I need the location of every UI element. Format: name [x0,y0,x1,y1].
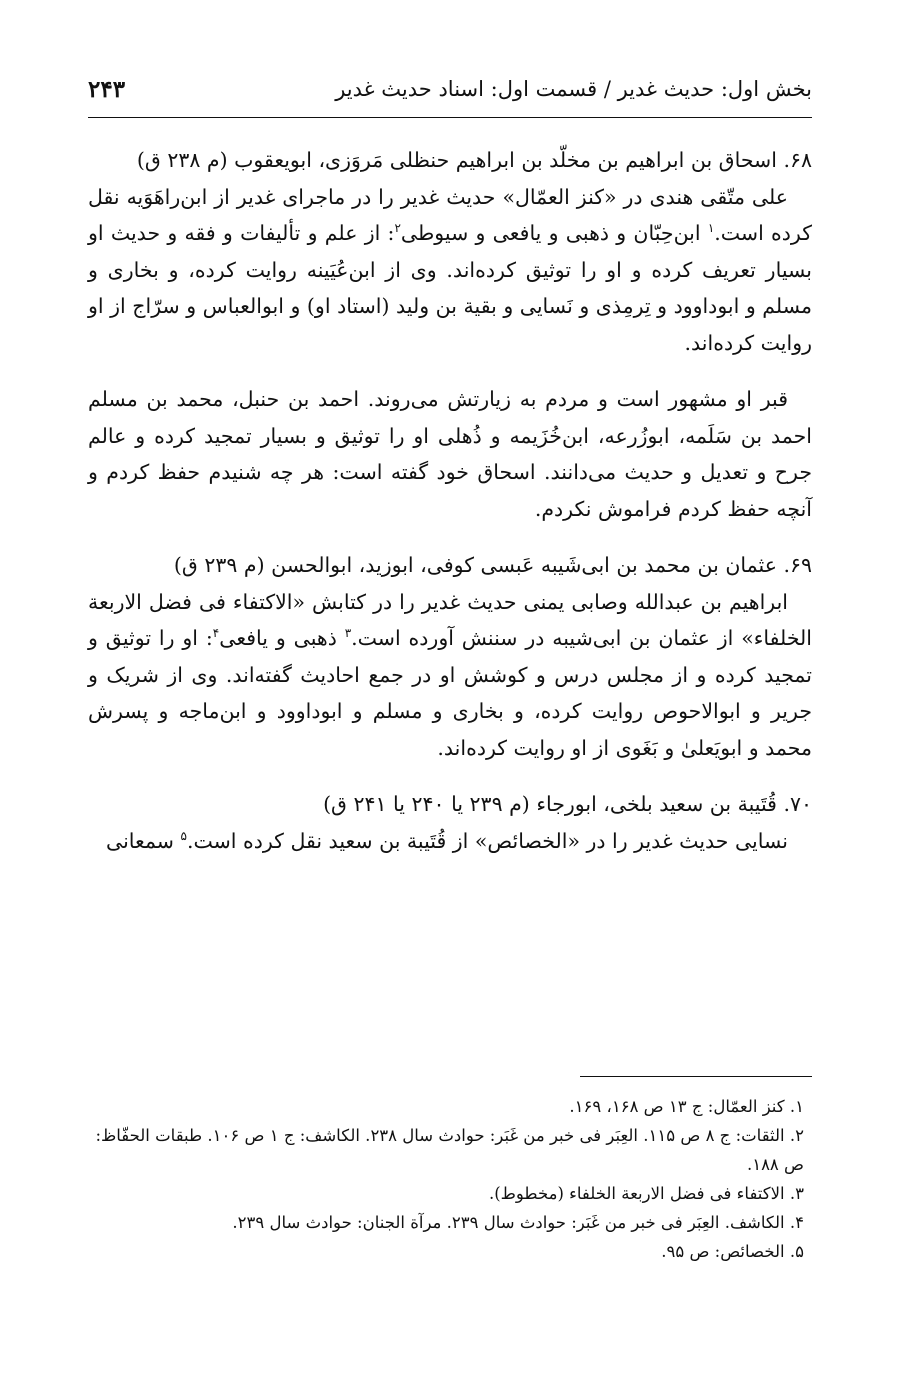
text-run: نسایی حدیث غدیر را در «الخصائص» از قُتَیبة بن سعید نقل کرده است. [186,828,788,853]
footnote-ref: ۱ [707,221,715,236]
footnote-rule [580,1076,812,1077]
footnote-ref: ۳ [344,626,352,641]
footnote-5: ۵. الخصائص: ص ۹۵. [661,1242,804,1261]
footnote-3: ۳. الاکتفاء فی فضل الاربعة الخلفاء (مخطوط). [488,1184,804,1203]
main-text [88,142,812,859]
page-number: ۲۴۳ [88,75,126,103]
text-run: سمعانی [106,828,181,853]
running-title: بخش اول: حدیث غدیر / قسمت اول: اسناد حدیث غدیر [335,77,812,101]
entry-heading-68: ۶۸. اسحاق بن ابراهیم بن مخلّد بن ابراهیم حنظلی مَروَزی، ابویعقوب (م ۲۳۸ ق) [136,148,812,172]
entry-68-paragraph-1 [88,179,812,362]
footnote-ref: ۲ [394,221,401,236]
text-run: ذهبی و یافعی [219,626,345,650]
text-run: : او را توثیق و تمجید کرده و از مجلس درس و کوشش او در جمع احادیث گفته‌اند. وی از شریک و جریر و ابوالاحوص روایت کرده، و بخاری و مسلم و ابوداوود و ابن‌ماجه و پسرش محمد و ابویَعلیٰ و بَغَوی از او روایت کرده‌اند. [88,626,812,760]
header-rule [88,117,812,118]
page-header [88,66,812,112]
entry-68-paragraph-2: قبر او مشهور است و مردم به زیارتش می‌روند. احمد بن حنبل، محمد بن مسلم احمد بن سَلَمه، ابوزُرعه، ابن‌خُزَیمه و ذُهلی او را توثیق و بسیار تمجید کرده و عالم جرح و تعدیل و حدیث می‌دانند. اسحاق خود گفته است: هر چه شنیدم حفظ کردم و آنچه حفظ کردم فراموش نکردم. [88,387,812,521]
entry-69-paragraph-1 [88,584,812,767]
text-run: ابراهیم بن عبدالله وصابی یمنی حدیث غدیر را در کتابش «الاکتفاء فی فضل الاربعة الخلفاء» از عثمان بن ابی‌شیبه در سننش آورده است. [88,589,812,650]
footnote-4: ۴. الکاشف. العِبَر فی خبر من غَبَر: حوادث سال ۲۳۹. مرآة الجنان: حوادث سال ۲۳۹. [232,1213,804,1232]
entry-70-paragraph-1 [88,823,812,860]
text-run: علی متّقی هندی در «کنز العمّال» حدیث غدیر را در ماجرای غدیر از ابن‌راهَوَیه نقل کرده است. [88,184,812,245]
entry-heading-70: ۷۰. قُتَیبة بن سعید بلخی، ابورجاء (م ۲۳۹ یا ۲۴۰ یا ۲۴۱ ق) [323,792,812,816]
footnotes [88,1092,812,1266]
text-run: ابن‌حِبّان و ذهبی و یافعی و سیوطی [400,221,708,245]
footnote-ref: ۴ [212,626,220,641]
entry-heading-69: ۶۹. عثمان بن محمد بن ابی‌شَیبه عَبسی کوفی، ابوزید، ابوالحسن (م ۲۳۹ ق) [173,553,812,577]
footnote-2: ۲. الثقات: ج ۸ ص ۱۱۵. العِبَر فی خبر من غَبَر: حوادث سال ۲۳۸. الکاشف: ج ۱ ص ۱۰۶. طبقات الحفّاظ: ص ۱۸۸. [95,1126,804,1174]
footnote-ref: ۵ [180,828,187,843]
footnote-1: ۱. کنز العمّال: ج ۱۳ ص ۱۶۸، ۱۶۹. [569,1097,804,1116]
text-run: : از علم و تألیفات و فقه و حدیث او بسیار تعریف کرده و او را توثیق کرده‌اند. وی از ابن‌عُیَینه روایت کرده، و بخاری و مسلم و ابوداوود و تِرمِذی و نَسایی و بقیة بن ولید (استاد او) و ابوالعباس و سرّاج از او روایت کرده‌اند. [88,221,812,355]
